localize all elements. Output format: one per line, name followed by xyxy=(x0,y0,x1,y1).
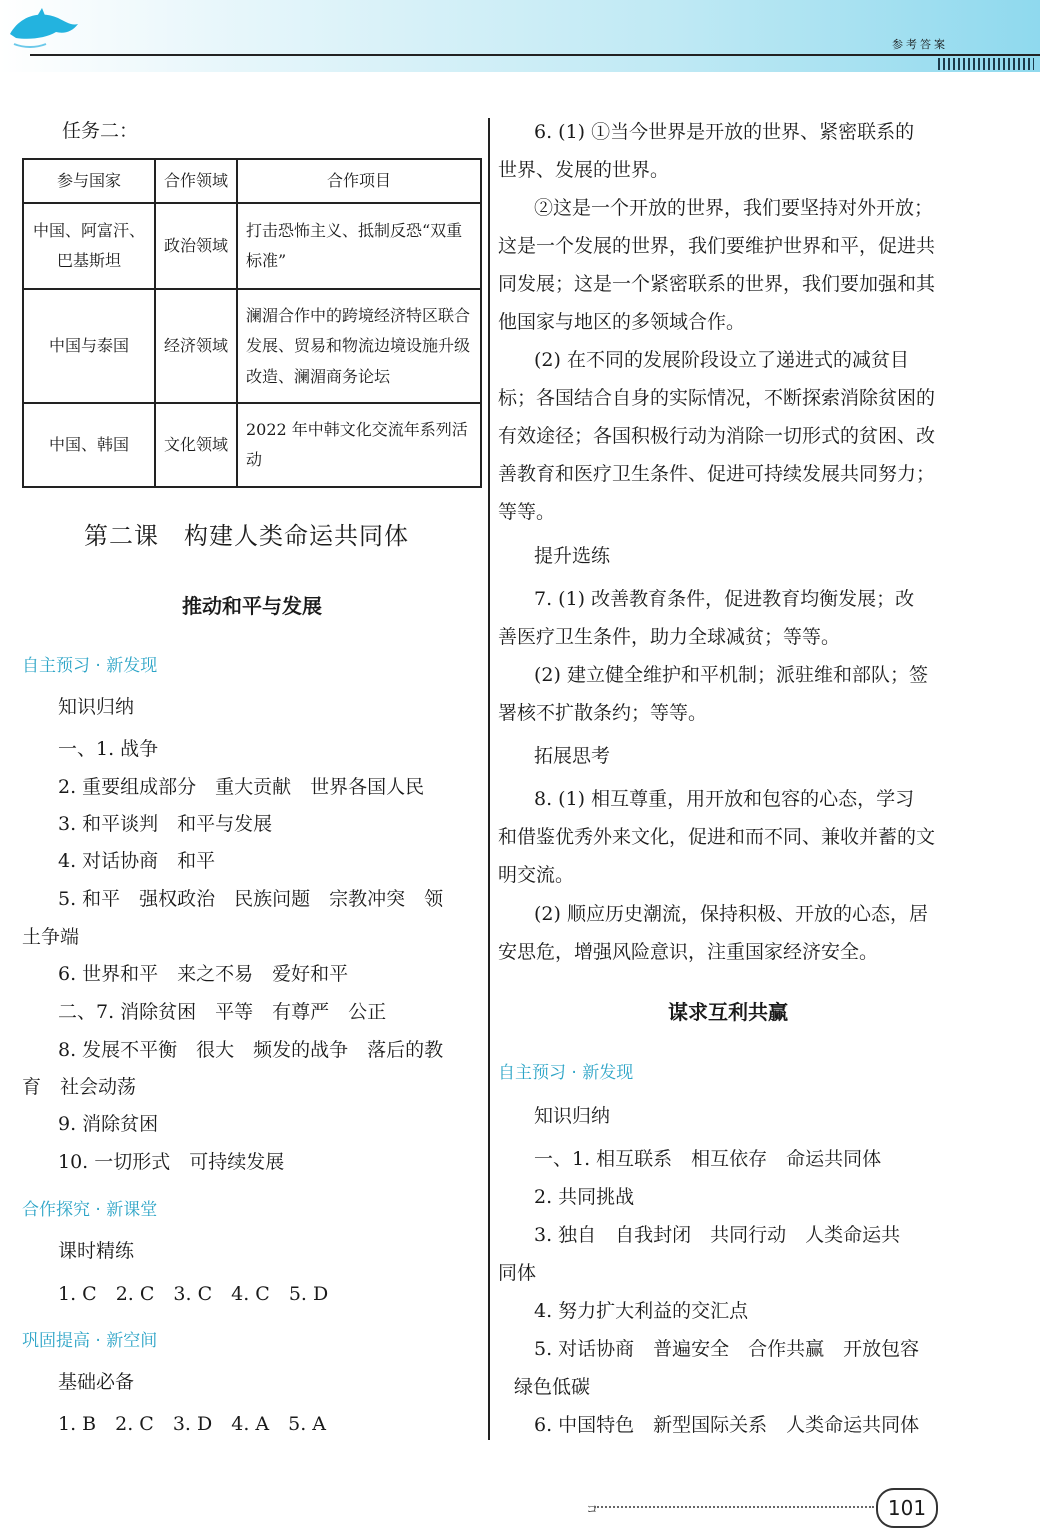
section-heading-preview: 自主预习 · 新发现 xyxy=(22,656,158,676)
answer-line: 一、1. 战争 xyxy=(58,738,159,760)
column-divider xyxy=(488,118,490,1440)
table-row xyxy=(23,203,481,289)
answer-line: 8. 发展不平衡 很大 频发的战争 落后的教 xyxy=(58,1039,444,1061)
answer-line: 4. 对话协商 和平 xyxy=(58,850,216,872)
practice-heading: 提升选练 xyxy=(534,545,611,567)
answer-line: 5. 和平 强权政治 民族问题 宗教冲突 领 xyxy=(58,888,444,910)
answer-line: ②这是一个开放的世界，我们要坚持对外开放； xyxy=(534,197,934,219)
answer-line: 同体 xyxy=(498,1262,537,1284)
answer-line: 6. 世界和平 来之不易 爱好和平 xyxy=(58,963,349,985)
answer-line: 绿色低碳 xyxy=(514,1376,591,1398)
answer-line: 他国家与地区的多领域合作。 xyxy=(498,311,746,333)
section-heading-explore: 合作探究 · 新课堂 xyxy=(22,1200,158,1220)
section-subtitle: 推动和平与发展 xyxy=(182,594,322,618)
page-header xyxy=(0,0,1040,72)
lesson-title: 第二课 构建人类命运共同体 xyxy=(84,522,409,550)
answer-line: 2. 重要组成部分 重大贡献 世界各国人民 xyxy=(58,776,425,798)
answer-line: 标；各国结合自身的实际情况，不断探索消除贫困的 xyxy=(498,387,936,409)
answer-line: 9. 消除贫困 xyxy=(58,1113,159,1135)
answer-line: 和借鉴优秀外来文化，促进和而不同、兼收并蓄的文 xyxy=(498,826,936,848)
answer-line: 这是一个发展的世界，我们要维护世界和平，促进共 xyxy=(498,235,936,257)
answer-line: 土争端 xyxy=(22,926,80,948)
table-cell: 2022 年中韩文化交流年系列活动 xyxy=(237,403,481,487)
header-barcode-decoration xyxy=(938,58,1034,70)
page-number: 101 xyxy=(876,1488,938,1528)
practice-heading: 课时精练 xyxy=(58,1240,135,1262)
answer-line: 有效途径；各国积极行动为消除一切形式的贫困、改 xyxy=(498,425,936,447)
extension-heading: 拓展思考 xyxy=(534,745,611,767)
answer-line: 二、7. 消除贫困 平等 有尊严 公正 xyxy=(58,1001,387,1023)
knowledge-heading: 知识归纳 xyxy=(534,1105,611,1127)
header-rule xyxy=(30,54,1040,56)
answer-line: (2) 顺应历史潮流，保持积极、开放的心态，居 xyxy=(534,903,928,925)
footer-bracket-icon: コ xyxy=(586,1502,599,1516)
knowledge-heading: 知识归纳 xyxy=(58,696,135,718)
answer-line: 一、1. 相互联系 相互依存 命运共同体 xyxy=(534,1148,882,1170)
section-heading-consolidate: 巩固提高 · 新空间 xyxy=(22,1331,158,1351)
answer-line: 署核不扩散条约；等等。 xyxy=(498,702,708,724)
mc-answers: 1. B 2. C 3. D 4. A 5. A xyxy=(58,1413,327,1435)
table-cell: 中国与泰国 xyxy=(23,289,155,403)
section-heading-preview: 自主预习 · 新发现 xyxy=(498,1063,634,1083)
answer-line: 8. (1) 相互尊重，用开放和包容的心态，学习 xyxy=(534,788,915,810)
answer-line: 6. 中国特色 新型国际关系 人类命运共同体 xyxy=(534,1414,920,1436)
basics-heading: 基础必备 xyxy=(58,1371,135,1393)
table-cell: 澜湄合作中的跨境经济特区联合发展、贸易和物流边境设施升级改造、澜湄商务论坛 xyxy=(237,289,481,403)
answer-line: 4. 努力扩大利益的交汇点 xyxy=(534,1300,749,1322)
answer-line: 善医疗卫生条件，助力全球减贫；等等。 xyxy=(498,626,841,648)
mc-answers: 1. C 2. C 3. C 4. C 5. D xyxy=(58,1283,329,1305)
answer-line: 明交流。 xyxy=(498,864,575,886)
footer-dotted-rule xyxy=(594,1506,874,1510)
table-cell: 打击恐怖主义、抵制反恐“双重标准” xyxy=(237,203,481,289)
answer-line: 3. 和平谈判 和平与发展 xyxy=(58,813,273,835)
task-caption: 任务二： xyxy=(62,120,139,142)
answer-line: 10. 一切形式 可持续发展 xyxy=(58,1151,285,1173)
table-header-row xyxy=(23,159,481,203)
answer-line: 2. 共同挑战 xyxy=(534,1186,635,1208)
answer-line: 6. (1) ①当今世界是开放的世界、紧密联系的 xyxy=(534,121,915,143)
answer-line: 5. 对话协商 普遍安全 合作共赢 开放包容 xyxy=(534,1338,920,1360)
table-row xyxy=(23,403,481,487)
table-header-cell: 参与国家 xyxy=(23,159,155,203)
answer-line: (2) 在不同的发展阶段设立了递进式的减贫目 xyxy=(534,349,909,371)
answer-line: 同发展；这是一个紧密联系的世界，我们要加强和其 xyxy=(498,273,936,295)
answer-line: 善教育和医疗卫生条件、促进可持续发展共同努力； xyxy=(498,463,936,485)
answer-line: 安思危，增强风险意识，注重国家经济安全。 xyxy=(498,941,879,963)
dolphin-logo-icon xyxy=(6,4,82,56)
table-row xyxy=(23,289,481,403)
answer-line: 等等。 xyxy=(498,501,556,523)
header-label: 参考答案 xyxy=(892,38,948,51)
answer-line: (2) 建立健全维护和平机制；派驻维和部队；签 xyxy=(534,664,928,686)
table-cell: 经济领域 xyxy=(155,289,237,403)
cooperation-table xyxy=(22,158,482,488)
answer-line: 3. 独自 自我封闭 共同行动 人类命运共 xyxy=(534,1224,901,1246)
table-cell: 文化领域 xyxy=(155,403,237,487)
table-cell: 中国、阿富汗、巴基斯坦 xyxy=(23,203,155,289)
table-cell: 中国、韩国 xyxy=(23,403,155,487)
section-subtitle: 谋求互利共赢 xyxy=(668,1000,788,1024)
table-header-cell: 合作领域 xyxy=(155,159,237,203)
table-cell: 政治领域 xyxy=(155,203,237,289)
answer-line: 育 社会动荡 xyxy=(22,1076,137,1098)
answer-line: 7. (1) 改善教育条件，促进教育均衡发展；改 xyxy=(534,588,915,610)
table-header-cell: 合作项目 xyxy=(237,159,481,203)
answer-line: 世界、发展的世界。 xyxy=(498,159,670,181)
